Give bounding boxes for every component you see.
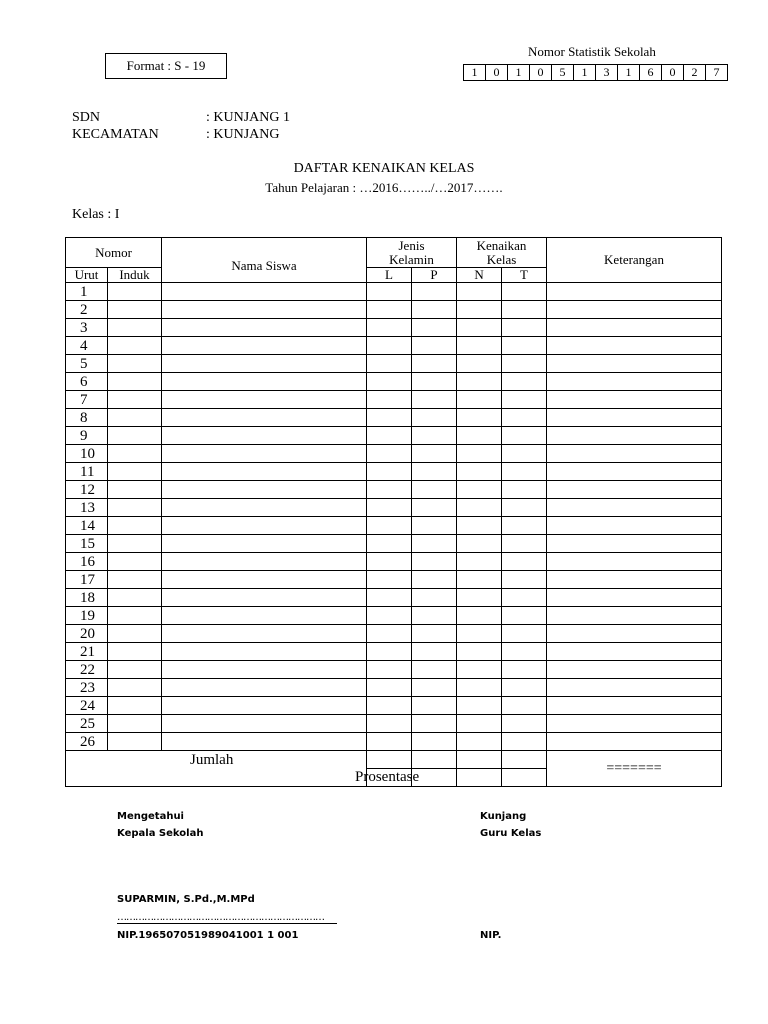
row-n — [457, 625, 502, 643]
row-induk — [108, 301, 162, 319]
row-keterangan — [547, 445, 722, 463]
row-keterangan — [547, 409, 722, 427]
header-keterangan: Keterangan — [547, 238, 722, 283]
row-t — [502, 499, 547, 517]
nss-digit: 6 — [640, 65, 662, 81]
row-l — [367, 697, 412, 715]
table-row — [66, 625, 722, 643]
row-nama — [162, 571, 367, 589]
row-l — [367, 445, 412, 463]
row-induk — [108, 481, 162, 499]
table-row — [66, 715, 722, 733]
header-kk-t: T — [502, 268, 547, 283]
row-p — [412, 535, 457, 553]
row-urut: 18 — [66, 589, 108, 607]
row-urut: 13 — [66, 499, 108, 517]
header-jk-l: L — [367, 268, 412, 283]
prosentase-n — [457, 769, 502, 787]
table-row — [66, 409, 722, 427]
row-t — [502, 643, 547, 661]
row-l — [367, 553, 412, 571]
table-row — [66, 283, 722, 301]
row-keterangan — [547, 355, 722, 373]
kepala-sekolah-name: SUPARMIN, S.Pd.,M.MPd — [117, 894, 255, 905]
row-urut: 16 — [66, 553, 108, 571]
row-t — [502, 553, 547, 571]
row-t — [502, 661, 547, 679]
header-kelamin-text: Kelamin — [389, 251, 434, 267]
row-n — [457, 679, 502, 697]
kunjang-label: Kunjang — [480, 811, 527, 822]
row-urut: 25 — [66, 715, 108, 733]
table-row — [66, 643, 722, 661]
row-urut: 15 — [66, 535, 108, 553]
row-nama — [162, 535, 367, 553]
row-n — [457, 391, 502, 409]
row-n — [457, 283, 502, 301]
row-p — [412, 553, 457, 571]
row-nama — [162, 625, 367, 643]
row-t — [502, 589, 547, 607]
prosentase-t — [502, 769, 547, 787]
row-n — [457, 589, 502, 607]
row-p — [412, 571, 457, 589]
row-p — [412, 733, 457, 751]
row-t — [502, 373, 547, 391]
nss-digit: 0 — [486, 65, 508, 81]
nss-digit: 7 — [706, 65, 728, 81]
row-urut: 20 — [66, 625, 108, 643]
row-l — [367, 589, 412, 607]
row-urut: 8 — [66, 409, 108, 427]
table-row — [66, 427, 722, 445]
row-nama — [162, 607, 367, 625]
row-nama — [162, 373, 367, 391]
row-nama — [162, 463, 367, 481]
row-nama — [162, 301, 367, 319]
row-p — [412, 679, 457, 697]
row-nama — [162, 697, 367, 715]
row-n — [457, 643, 502, 661]
kelas-label: Kelas : I — [72, 207, 120, 222]
row-t — [502, 427, 547, 445]
row-urut: 5 — [66, 355, 108, 373]
row-t — [502, 355, 547, 373]
prosentase-label: Prosentase — [355, 769, 420, 786]
row-l — [367, 391, 412, 409]
row-l — [367, 373, 412, 391]
nss-digit: 0 — [662, 65, 684, 81]
row-l — [367, 679, 412, 697]
row-p — [412, 481, 457, 499]
row-p — [412, 319, 457, 337]
row-urut: 10 — [66, 445, 108, 463]
table-row — [66, 373, 722, 391]
signature-dots: …………………………………………………………… — [117, 912, 337, 924]
row-keterangan — [547, 571, 722, 589]
row-keterangan — [547, 661, 722, 679]
sdn-label: SDN — [72, 110, 101, 125]
row-l — [367, 715, 412, 733]
row-urut: 1 — [66, 283, 108, 301]
row-t — [502, 391, 547, 409]
row-p — [412, 337, 457, 355]
row-n — [457, 301, 502, 319]
row-nama — [162, 715, 367, 733]
row-t — [502, 445, 547, 463]
row-n — [457, 733, 502, 751]
table-row — [66, 463, 722, 481]
row-urut: 6 — [66, 373, 108, 391]
nss-digit: 1 — [508, 65, 530, 81]
row-induk — [108, 571, 162, 589]
row-keterangan — [547, 625, 722, 643]
nss-digit: 1 — [464, 65, 486, 81]
row-t — [502, 679, 547, 697]
row-induk — [108, 733, 162, 751]
row-n — [457, 571, 502, 589]
row-keterangan — [547, 481, 722, 499]
table-row — [66, 697, 722, 715]
row-l — [367, 535, 412, 553]
nss-label: Nomor Statistik Sekolah — [528, 44, 656, 59]
table-row — [66, 679, 722, 697]
row-urut: 3 — [66, 319, 108, 337]
student-table — [65, 237, 722, 787]
row-t — [502, 625, 547, 643]
jumlah-p — [412, 751, 457, 769]
row-urut: 24 — [66, 697, 108, 715]
row-keterangan — [547, 499, 722, 517]
row-l — [367, 499, 412, 517]
jumlah-l — [367, 751, 412, 769]
row-p — [412, 715, 457, 733]
header-kenaikan-kelas — [457, 238, 547, 268]
row-nama — [162, 643, 367, 661]
document-title: DAFTAR KENAIKAN KELAS — [293, 161, 475, 176]
row-l — [367, 607, 412, 625]
row-l — [367, 625, 412, 643]
row-t — [502, 697, 547, 715]
row-p — [412, 283, 457, 301]
row-t — [502, 607, 547, 625]
row-urut: 9 — [66, 427, 108, 445]
format-label: Format : S - 19 — [105, 53, 227, 79]
row-keterangan — [547, 679, 722, 697]
row-p — [412, 445, 457, 463]
row-p — [412, 409, 457, 427]
row-nama — [162, 553, 367, 571]
row-t — [502, 337, 547, 355]
row-keterangan — [547, 337, 722, 355]
nss-digit: 1 — [574, 65, 596, 81]
nss-digit: 5 — [552, 65, 574, 81]
table-row — [66, 445, 722, 463]
row-nama — [162, 481, 367, 499]
nss-digit-boxes — [463, 64, 728, 81]
header-jenis-kelamin — [367, 238, 457, 268]
row-p — [412, 625, 457, 643]
nss-digit: 1 — [618, 65, 640, 81]
table-row — [66, 553, 722, 571]
row-n — [457, 319, 502, 337]
row-induk — [108, 607, 162, 625]
row-l — [367, 319, 412, 337]
row-keterangan — [547, 283, 722, 301]
row-l — [367, 355, 412, 373]
row-p — [412, 463, 457, 481]
row-nama — [162, 589, 367, 607]
row-induk — [108, 409, 162, 427]
row-t — [502, 535, 547, 553]
row-nama — [162, 733, 367, 751]
row-t — [502, 283, 547, 301]
header-jk-p: P — [412, 268, 457, 283]
row-nama — [162, 517, 367, 535]
table-row — [66, 607, 722, 625]
row-induk — [108, 499, 162, 517]
row-l — [367, 661, 412, 679]
row-p — [412, 373, 457, 391]
row-n — [457, 661, 502, 679]
row-p — [412, 661, 457, 679]
row-keterangan — [547, 463, 722, 481]
row-urut: 11 — [66, 463, 108, 481]
header-jenis-text: Jenis — [398, 237, 425, 253]
table-row — [66, 733, 722, 751]
row-nama — [162, 355, 367, 373]
row-induk — [108, 445, 162, 463]
row-t — [502, 301, 547, 319]
row-t — [502, 517, 547, 535]
row-keterangan — [547, 607, 722, 625]
prosentase-cell — [66, 769, 420, 787]
header-kenaikan-text: Kenaikan — [476, 237, 527, 253]
row-n — [457, 715, 502, 733]
row-urut: 26 — [66, 733, 108, 751]
kepala-sekolah-nip: NIP.196507051989041001 1 001 — [117, 930, 299, 941]
row-t — [502, 463, 547, 481]
row-urut: 2 — [66, 301, 108, 319]
row-n — [457, 445, 502, 463]
row-keterangan — [547, 319, 722, 337]
nss-digit: 0 — [530, 65, 552, 81]
row-nama — [162, 679, 367, 697]
row-nama — [162, 319, 367, 337]
jumlah-n — [457, 751, 502, 769]
row-keterangan — [547, 589, 722, 607]
row-urut: 17 — [66, 571, 108, 589]
kepala-sekolah-label: Kepala Sekolah — [117, 828, 204, 839]
row-keterangan — [547, 697, 722, 715]
row-p — [412, 643, 457, 661]
row-induk — [108, 697, 162, 715]
table-row — [66, 355, 722, 373]
row-l — [367, 463, 412, 481]
table-row — [66, 301, 722, 319]
row-induk — [108, 337, 162, 355]
row-l — [367, 571, 412, 589]
row-induk — [108, 679, 162, 697]
table-row — [66, 319, 722, 337]
row-induk — [108, 463, 162, 481]
row-t — [502, 733, 547, 751]
guru-kelas-label: Guru Kelas — [480, 828, 542, 839]
row-urut: 19 — [66, 607, 108, 625]
row-p — [412, 517, 457, 535]
row-t — [502, 571, 547, 589]
table-row — [66, 517, 722, 535]
row-n — [457, 697, 502, 715]
jumlah-t — [502, 751, 547, 769]
kecamatan-value: : KUNJANG — [206, 127, 280, 142]
nss-digit: 3 — [596, 65, 618, 81]
row-induk — [108, 715, 162, 733]
row-keterangan — [547, 427, 722, 445]
row-t — [502, 319, 547, 337]
row-n — [457, 427, 502, 445]
table-row — [66, 499, 722, 517]
row-induk — [108, 427, 162, 445]
nss-digit: 2 — [684, 65, 706, 81]
row-n — [457, 337, 502, 355]
row-nama — [162, 427, 367, 445]
row-n — [457, 409, 502, 427]
row-induk — [108, 373, 162, 391]
row-p — [412, 301, 457, 319]
table-row — [66, 391, 722, 409]
row-nama — [162, 499, 367, 517]
row-induk — [108, 625, 162, 643]
header-urut: Urut — [66, 268, 108, 283]
row-keterangan — [547, 391, 722, 409]
row-urut: 23 — [66, 679, 108, 697]
row-p — [412, 499, 457, 517]
row-induk — [108, 283, 162, 301]
row-p — [412, 391, 457, 409]
header-kk-n: N — [457, 268, 502, 283]
row-urut: 4 — [66, 337, 108, 355]
row-l — [367, 337, 412, 355]
row-n — [457, 607, 502, 625]
kecamatan-label: KECAMATAN — [72, 127, 159, 142]
row-induk — [108, 589, 162, 607]
header-nama-siswa: Nama Siswa — [162, 238, 367, 283]
row-induk — [108, 391, 162, 409]
table-row — [66, 661, 722, 679]
row-induk — [108, 535, 162, 553]
row-keterangan — [547, 535, 722, 553]
header-kelas-text: Kelas — [486, 251, 517, 267]
row-induk — [108, 319, 162, 337]
row-t — [502, 409, 547, 427]
row-n — [457, 517, 502, 535]
row-urut: 12 — [66, 481, 108, 499]
row-induk — [108, 517, 162, 535]
row-induk — [108, 661, 162, 679]
row-l — [367, 283, 412, 301]
row-nama — [162, 661, 367, 679]
row-induk — [108, 553, 162, 571]
row-keterangan — [547, 553, 722, 571]
row-n — [457, 463, 502, 481]
row-n — [457, 499, 502, 517]
header-induk: Induk — [108, 268, 162, 283]
row-keterangan — [547, 373, 722, 391]
row-t — [502, 715, 547, 733]
row-nama — [162, 445, 367, 463]
mengetahui-label: Mengetahui — [117, 811, 184, 822]
row-n — [457, 535, 502, 553]
table-row — [66, 337, 722, 355]
summary-separator: ======= — [547, 751, 722, 787]
row-l — [367, 517, 412, 535]
header-nomor: Nomor — [66, 238, 162, 268]
row-p — [412, 607, 457, 625]
row-keterangan — [547, 517, 722, 535]
row-n — [457, 355, 502, 373]
table-row — [66, 571, 722, 589]
row-urut: 7 — [66, 391, 108, 409]
row-induk — [108, 355, 162, 373]
row-nama — [162, 391, 367, 409]
tahun-pelajaran: Tahun Pelajaran : …2016……../…2017……. — [265, 180, 503, 195]
guru-kelas-nip: NIP. — [480, 930, 502, 941]
row-n — [457, 373, 502, 391]
row-l — [367, 643, 412, 661]
row-nama — [162, 337, 367, 355]
table-row — [66, 535, 722, 553]
row-p — [412, 427, 457, 445]
jumlah-label: Jumlah — [190, 751, 234, 768]
row-keterangan — [547, 733, 722, 751]
row-p — [412, 355, 457, 373]
row-keterangan — [547, 301, 722, 319]
row-nama — [162, 409, 367, 427]
table-row — [66, 589, 722, 607]
row-keterangan — [547, 643, 722, 661]
row-keterangan — [547, 715, 722, 733]
jumlah-cell — [66, 751, 367, 769]
row-urut: 22 — [66, 661, 108, 679]
row-urut: 14 — [66, 517, 108, 535]
row-nama — [162, 283, 367, 301]
row-n — [457, 553, 502, 571]
row-p — [412, 589, 457, 607]
row-t — [502, 481, 547, 499]
row-l — [367, 409, 412, 427]
row-n — [457, 481, 502, 499]
row-l — [367, 301, 412, 319]
sdn-value: : KUNJANG 1 — [206, 110, 290, 125]
row-p — [412, 697, 457, 715]
row-urut: 21 — [66, 643, 108, 661]
table-row — [66, 481, 722, 499]
row-l — [367, 481, 412, 499]
row-induk — [108, 643, 162, 661]
row-l — [367, 733, 412, 751]
row-l — [367, 427, 412, 445]
